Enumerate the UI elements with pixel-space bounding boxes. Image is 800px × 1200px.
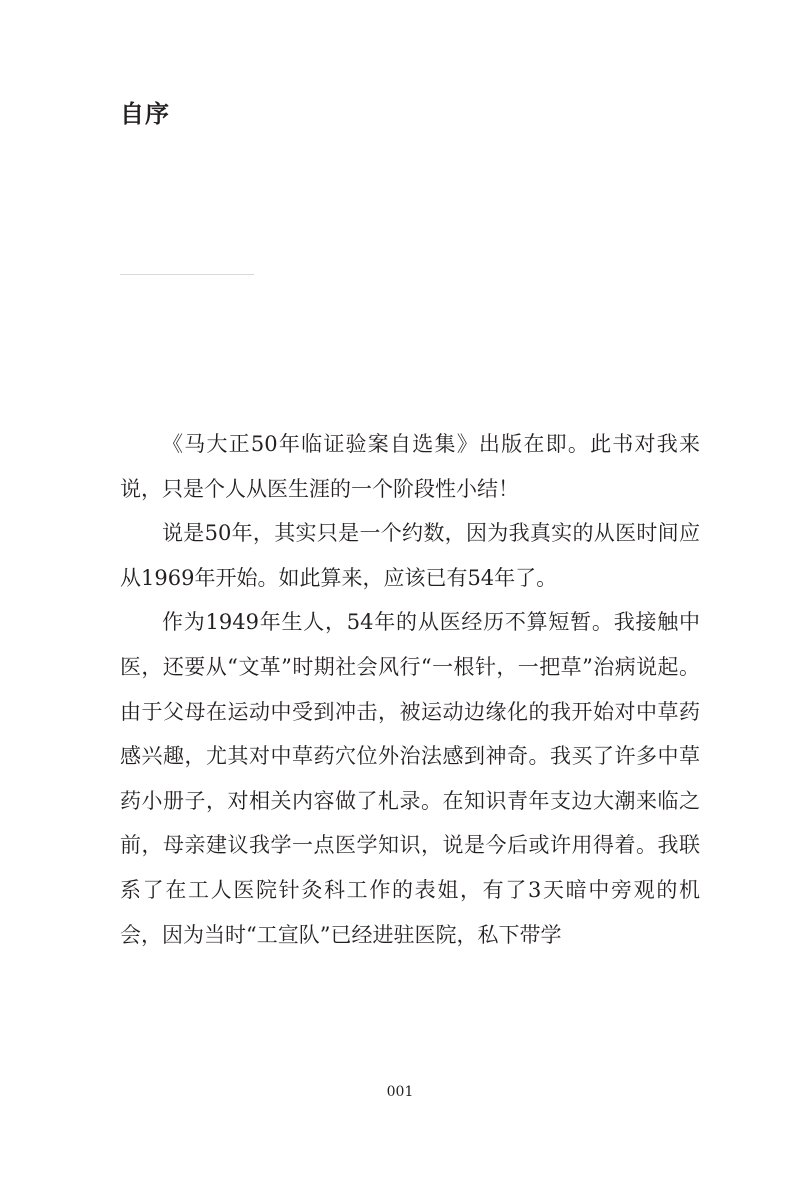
paragraph-1: 《马大正50年临证验案自选集》出版在即。此书对我来说，只是个人从医生涯的一个阶段性小结！ bbox=[120, 432, 700, 501]
page-number: 001 bbox=[386, 1084, 414, 1100]
paragraph-3: 作为1949年生人，54年的从医经历不算短暂。我接触中医，还要从“文革”时期社会风行“一根针，一把草”治病说起。由于父母在运动中受到冲击，被运动边缘化的我开始对中草药感兴趣，尤其对中草药穴位外治法感到神奇。我买了许多中草药小册子，对相关内容做了札录。在知识青年支边大潮来临之前，母亲建议我学一点医学知识，说是今后或许用得着。我联系了在工人医院针灸科工作的表姐，有了3天暗中旁观的机会，因为当时“工宣队”已经进驻医院，私下带学 bbox=[120, 610, 700, 947]
body-text bbox=[120, 422, 700, 957]
paragraph-2: 说是50年，其实只是一个约数，因为我真实的从医时间应从1969年开始。如此算来，应该已有54年了。 bbox=[120, 521, 700, 590]
page-title: 自序 bbox=[120, 99, 170, 128]
title-divider bbox=[120, 274, 254, 275]
